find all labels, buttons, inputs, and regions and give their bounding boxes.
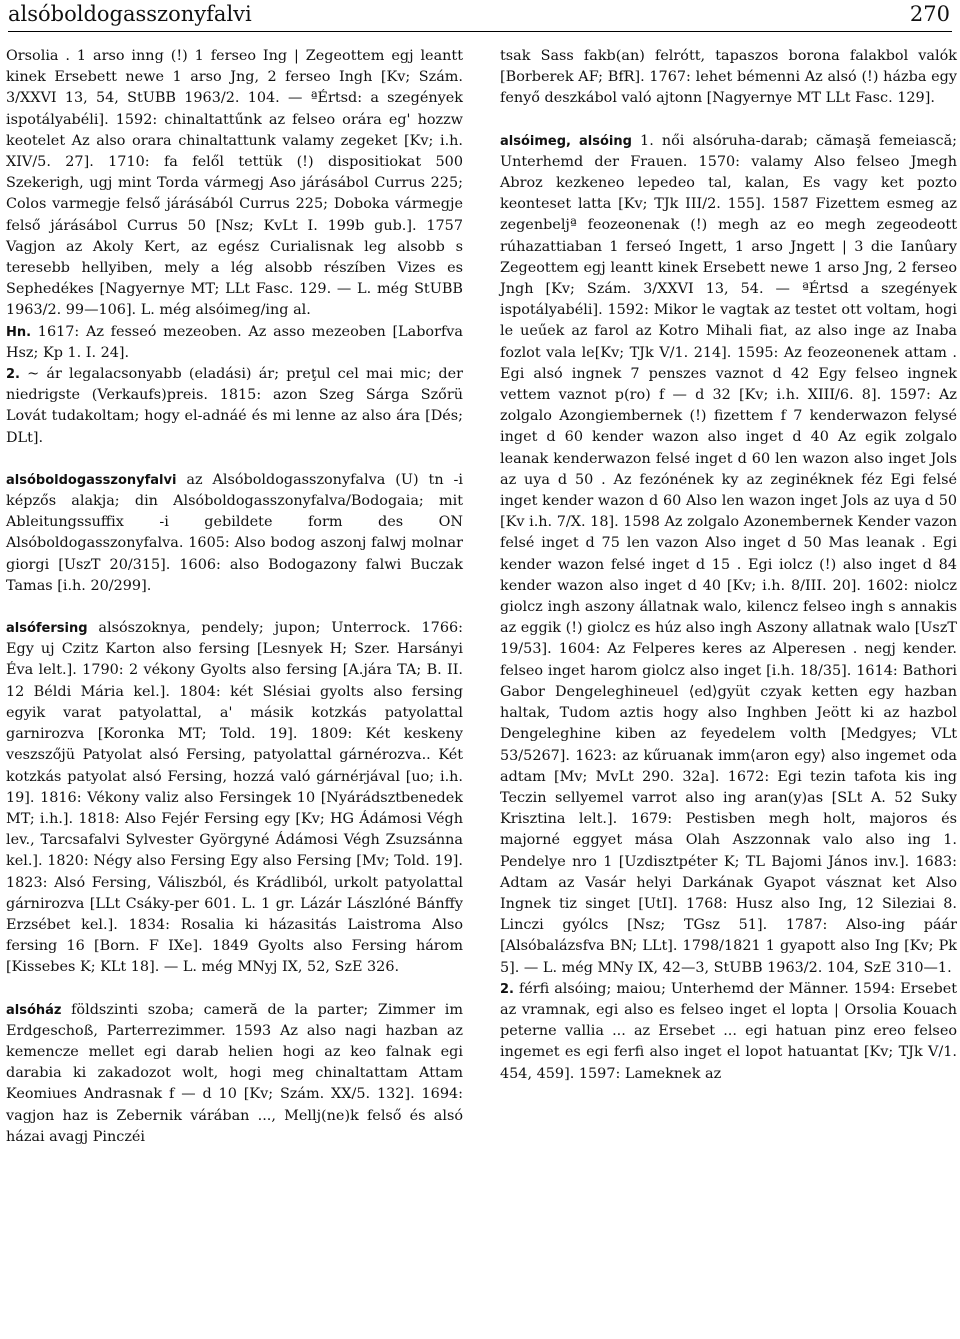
- entry-lead: 2.: [6, 367, 20, 383]
- left-column: [6, 46, 463, 1148]
- entry-lead: 2.: [500, 981, 514, 997]
- entry-text: Orsolia . 1 arso inng (!) 1 ferseo Ing | Zegeottem egj leantt kinek Ersebett newe 1 arso Jng, 2 ferseo Ingh [Kv; Szám. 3/XXVI 13, 54, StUBB 1963/2. 104. — ªÉrtsd: a szegények ispotályabéli]. 1592: chinaltattűnk az felseo orára eg' hozzw keotelet Az also orara chinaltattunk valamy zegeket [Kv; i.h. XIV/5. 27]. 1710: fa felől tettük (!) dispositiokat 500 Szekerigh, ugj mint Torda vármegj Aso járásábol Currus 225; Colos varmegje felső járásából Currus 225; Doboka vármegje felső járásábol Currus 50 [Nsz; KvLt I. 199b gub.]. 1757 Vagjon az Akoly Kert, az egész Curialisnak leg alsobb s teresebb hellyiben, mely a lég alsobb részíben Vizes es Sephedékes [Nagyernye MT; LLt Fasc. 129. — L. még StUBB 1963/2. 99—106]. L. még alsóimeg/ing al.: [6, 48, 463, 319]
- running-headword: alsóboldogasszonyfalvi: [8, 2, 252, 26]
- dictionary-entry: [6, 1000, 463, 1148]
- right-column: [500, 46, 957, 1085]
- entry-lead: Hn.: [6, 324, 32, 340]
- dictionary-entry: [6, 364, 463, 449]
- page-header: [8, 0, 950, 34]
- dictionary-entry: [500, 46, 957, 110]
- dictionary-entry: [6, 322, 463, 364]
- entry-text: 1617: Az fesseó mezeoben. Az asso mezeoben [Laborfva Hsz; Kp 1. I. 24].: [6, 323, 463, 361]
- entry-text: 1. női alsóruha-darab; cămaşă femeiască; Unterhemd der Frauen. 1570: valamy Also felseo Jmegh Abroz kezkeneo lepedeo tal, kalan, Es vagy ket pozto keonteset latta [Kv; TJk III/2. 155]. 1587 Fizettem esmeg az zegenbeljª feozeonenak (!) megh az eo megh zegeodeott rúhazattiaban 1 ferseó Ingett, 1 arso Jngett | 3 die Ianûary Zegeottem egj leantt kinek Ersebett newe 1 arso Jng, 2 ferseo Jngh [Kv; Szám. 3/XXVI 13, 54. — ªÉrtsd a szegények ispotályabéli]. 1592: Mikor le vagtak az testet ott voltam, hogi le ueűek az farol az Kotro Mihali fiat, az also inge az Inaba fozlot vala le[Kv; TJk V/1. 214]. 1595: Az feozeonenek attam . Egi alsó ingnek 7 penszes vaznot d 42 Egy felseo ingnek vettem vaznot p(ro) f — d 32 [Kv; i.h. XIII/6. 8]. 1597: Az zolgalo Azongiembernek (!) fizettem f 7 kenderwazon felysé inget d 60 kender wazon also inget d 40 Az egik zolgalo leanak kenderwazon felsé inget d 60 len wazon also inget Jols az uya d 50 . Az fezónének ky az zeginéknek féz Egi felsé inget kender wazon d 60 Also len wazon inget Jols az uya d 50 [Kv i.h. 7/X. 18]. 1598 Az zolgalo Azonembernek Kender vazon felsé inget d 75 len vazon Also inget d 50 Mas leanak . Egi kender wazon felsé inget d 15 . Egi iolcz (!) also inget d 84 kender wazon also inget d 40 [Kv; i.h. 8/III. 20]. 1602: niolcz giolcz ingh aszony állatnak walo, kilencz felseo ingh s annakis az eggik (!) giolcz es húz also ingh Aszony allatnak walo [UszT 19/53]. 1604: Az Felperes keres az Alperesen . negj kender. felseo inget harom giolcz also inget [i.h. 18/35]. 1614: Bathori Gabor Dengeleghineuel ⟨ed⟩gyüt czyak ketten egy hazban haltak, Tudom aztis hogy also Inghben Jeött ki az hazbol Dengeleghine kiben az feyedelem volth [Medgyes; VLt 53/5267]. 1623: az kűruanak imm⟨aron egy⟩ also ingemet oda adtam [Mv; MvLt 290. 32a]. 1672: Egi tezin tafota kis ing Teczin sellyemel varrot also ing aran(y)as [SLt A. 52 Suky Krisztina lelt.]. 1679: Pestisben megh holt, majoros és majorné eggyet mása Olah Aszzonnak valo also ing 1. Pendelye nro 1 [Uzdisztpéter K; TL Bajomi János inv.]. 1683: Adtam az Vasár helyi Darkának Gyapot vásznat ket Also Ingnek tiz singet [UtI]. 1768: Husz also Ing, 12 Sileziai 8. Linczi gyólcs [Nsz; TGsz 51]. 1787: Also-ing páár [Alsóbalázsfva BN; LLt]. 1798/1821 1 gyapott also Ing [Kv; Pk 5]. — L. még MNy IX, 42—3, StUBB 1963/2. 104, SzE 310—1.: [500, 132, 958, 976]
- dictionary-entry: [6, 618, 463, 978]
- entry-text: az Alsóboldogasszonyfalva (U) tn -i képzős alakja; din Alsóboldogasszonyfalva/Bodogaia; mit Ableitungssuffix -i gebildete form des ON Alsóboldogasszonyfalva. 1605: Also bodog aszonj falwj molnar giorgi [UszT 20/315]. 1606: also Bodogazony falwi Buczak Tamas [i.h. 20/299].: [6, 471, 464, 594]
- entry-text: ~ ár legalacsonyabb (eladási) ár; preţul cel mai mic; der niedrigste (Verkaufs)preis. 1815: azon Szeg Sárga Szőrü Lovát tudakoltam; hogy el-adnáé és mi lenne az also ára [Dés; DLt].: [6, 366, 463, 446]
- entry-headword: alsóház: [6, 1002, 62, 1018]
- entry-headword: alsóimeg, alsóing: [500, 133, 632, 149]
- header-rule: [8, 31, 952, 32]
- page-number: 270: [909, 2, 950, 26]
- dictionary-entry: [6, 470, 463, 597]
- dictionary-entry: [500, 131, 957, 979]
- dictionary-entry: [500, 979, 957, 1085]
- entry-headword: alsóboldogasszonyfalvi: [6, 472, 177, 488]
- entry-text: alsószoknya, pendely; jupon; Unterrock. 1766: Egy uj Czitz Karton also fersing [Lesnyek H; Szer. Harsányi Éva lelt.]. 1790: 2 vékony Gyolts also fersing [A.jára TA; B. II. 12 Béldi Mária kel.]. 1804: két Slésiai gyolts also fersing egyik varat patyolattal, a' másik kotzkás patyolattal garnirozva [Koronka MT; Told. 19]. 1809: Két keskeny veszszőjü Patyolat alsó Fersing, patyolattal gárnérozva.. Két kotzkás patyolat alsó Fersing, hozzá való gárnérjával [uo; i.h. 19]. 1816: Vékony valiz also Fersingek 10 [Nyárádsztbenedek MT; i.h.]. 1818: Also Fejér Fersing egy [Kv; HG Ádámosi Végh lev., Tarcsafalvi Sylvester Györgyné Ádámosi Végh Zsuzsánna kel.]. 1820: Négy also Fersing Egy also Fersing [Mv; Told. 19]. 1823: Alsó Fersing, Váliszból, és Krádliból, urkolt patyolattal gárnirozva [LLt Csáky-per 601. L. 1 gr. Lázár Lászlóné Bánffy Erzsébet kel.]. 1834: Rosalia ki házasitás Laistroma Also fersing 16 [Born. F IXe]. 1849 Gyolts also Fersing három [Kissebes K; KLt 18]. — L. még MNyj IX, 52, SzE 326.: [6, 620, 463, 976]
- entry-text: férfi alsóing; maiou; Unterhemd der Männer. 1594: Ersebet az vramnak, egi also es felseo inget el lopta | Orsolia Kouach peterne vallia ... az Ersebet ... egi hatuan pinz ereo felseo ingemet es egi ferfi also inget el lopot hatuantat [Kv; TJk V/1. 454, 459]. 1597: Lameknek az: [500, 980, 957, 1082]
- entry-headword: alsófersing: [6, 621, 88, 637]
- entry-text: tsak Sass fakb(an) felrótt, tapaszos borona falakbol valók [Borberek AF; BfR]. 1767: lehet bémenni Az alsó (!) házba egy fenyő deszkábol való ajtonn [Nagyernye MT LLt Fasc. 129].: [500, 48, 957, 107]
- dictionary-entry: [6, 46, 463, 322]
- entry-text: földszinti szoba; cameră de la parter; Zimmer im Erdgeschoß, Parterrezimmer. 1593 Az also nagi hazban az kemencze mellet egi darab helien hogi az keo falnak egi darabia ki zakadozot wolt, hogi meg chinaltattam Attam Keomiues Andrasnak f — d 10 [Kv; Szám. XX/5. 132]. 1694: vagjon haz is Zebernik várában ..., Mellj(ne)k felső és alsó házai avagj Pinczéi: [6, 1001, 463, 1145]
